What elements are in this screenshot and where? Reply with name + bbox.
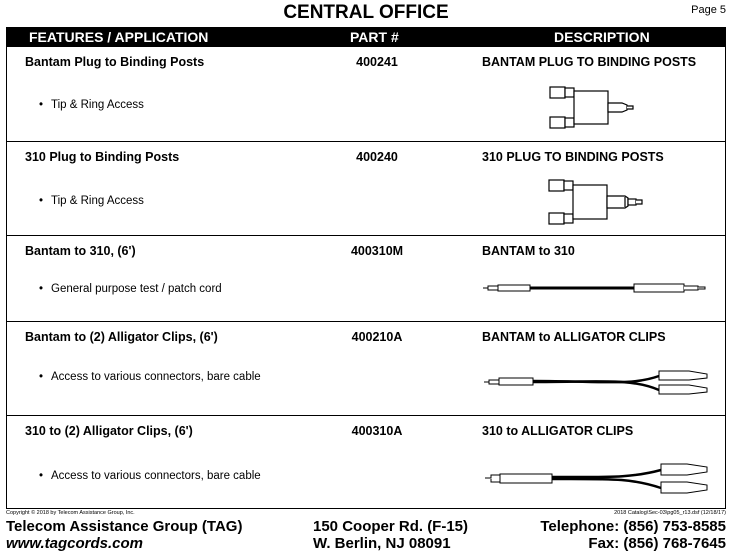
description: BANTAM to 310 [482,244,575,258]
feature-name: Bantam Plug to Binding Posts [25,55,205,69]
table-header [7,28,725,47]
product-table [6,27,726,509]
feature-bullet: • Access to various connectors, bare cable [39,371,261,383]
feature-name: 310 to (2) Alligator Clips, (6') [25,424,193,438]
page-title: CENTRAL OFFICE [283,2,449,23]
part-number: 400241 [356,55,398,69]
telephone: Telephone: (856) 753-8585 [540,518,726,535]
feature-bullet: • General purpose test / patch cord [39,283,222,295]
table-row [7,47,725,141]
website-link[interactable]: www.tagcords.com [6,535,143,552]
city-address: W. Berlin, NJ 08091 [313,535,451,552]
310-binding-post-adapter-icon [542,176,652,232]
table-row [7,235,725,322]
table-row [7,415,725,510]
feature-name: Bantam to 310, (6') [25,244,136,258]
feature-name: 310 Plug to Binding Posts [25,150,180,164]
page-number: Page 5 [691,4,726,16]
description: BANTAM PLUG TO BINDING POSTS [482,55,697,69]
company-name: Telecom Assistance Group (TAG) [6,518,243,535]
table-row [7,141,725,236]
column-part: PART # [350,29,399,45]
bantam-310-cord-icon [479,280,711,296]
part-number: 400310A [351,424,403,438]
column-description: DESCRIPTION [554,29,650,45]
bantam-alligator-cord-icon [481,366,711,398]
description: BANTAM to ALLIGATOR CLIPS [482,330,666,344]
column-features: FEATURES / APPLICATION [29,29,209,45]
description: 310 PLUG TO BINDING POSTS [482,150,664,164]
table-row [7,321,725,416]
bantam-binding-post-adapter-icon [542,83,642,135]
street-address: 150 Cooper Rd. (F-15) [313,518,469,535]
fax: Fax: (856) 768-7645 [588,535,726,552]
part-number: 400310M [350,244,404,258]
part-number: 400240 [356,150,398,164]
310-alligator-cord-icon [481,460,711,500]
feature-bullet: • Tip & Ring Access [39,99,144,111]
part-number: 400210A [351,330,403,344]
catalog-reference: 2018 Catalog\Sec-03\pg05_r13.dsf (12/18/17) [614,510,726,516]
feature-bullet: • Tip & Ring Access [39,195,144,207]
feature-bullet: • Access to various connectors, bare cable [39,470,261,482]
description: 310 to ALLIGATOR CLIPS [482,424,634,438]
copyright-notice: Copyright © 2018 by Telecom Assistance Group, Inc. [6,510,135,516]
feature-name: Bantam to (2) Alligator Clips, (6') [25,330,218,344]
